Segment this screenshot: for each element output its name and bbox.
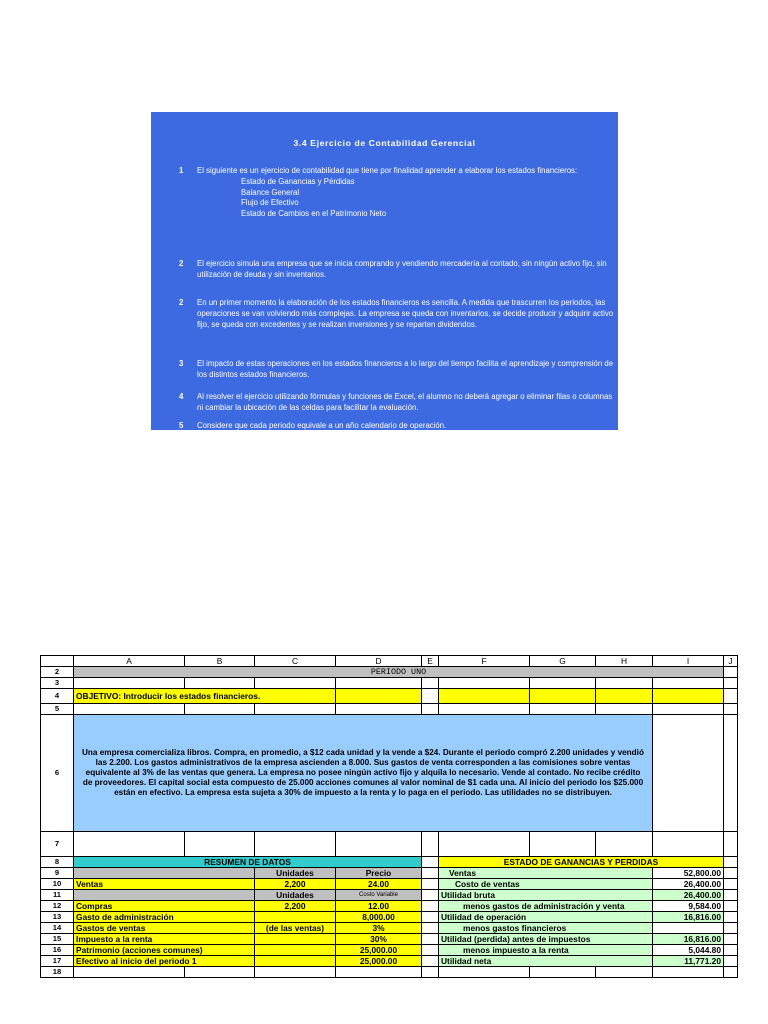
column-header[interactable]: I (653, 656, 724, 667)
estado-value-cell[interactable]: 11,771.20 (653, 956, 724, 967)
cell[interactable] (530, 704, 596, 715)
cell[interactable] (74, 678, 185, 689)
cell[interactable] (596, 678, 653, 689)
cell[interactable] (255, 967, 336, 978)
cell[interactable] (596, 704, 653, 715)
resumen-title-cell[interactable]: RESUMEN DE DATOS (74, 857, 422, 868)
cell[interactable] (530, 678, 596, 689)
cell[interactable] (422, 934, 439, 945)
instruction-number: 5 (179, 421, 184, 430)
resumen-label-cell[interactable]: Impuesto a la renta (74, 934, 255, 945)
instruction-text: El siguiente es un ejercicio de contabilidad que tiene por finalidad aprender a elaborar los estados financieros: (197, 166, 578, 175)
resumen-d-cell[interactable]: 25,000.00 (336, 945, 422, 956)
row-number[interactable]: 15 (41, 934, 74, 945)
cell[interactable] (422, 879, 439, 890)
corner-cell[interactable] (41, 656, 74, 667)
cell[interactable] (653, 678, 724, 689)
description-cell[interactable]: Una empresa comercializa libros. Compra, en promedio, a $12 cada unidad y la vende a $24. Durante el periodo compró 2.200 unidades y vendió las 2.200. Los gastos administrativos de la empresa ascienden a 8.000. Sus gastos de venta corresponden a las comisiones sobre ventas equivalente al 3% de las ventas que genera. La empresa no posee ningún activo fijo y alquila lo necesario. Vende al contado. No recibe crédito de proveedores. El capital social esta compuesto de 25.000 acciones comunes al valor nominal de $1 cada una. Al inicio del periodo los $25.000 están en efectivo. La empresa esta sujeta a 30% de impuesto a la renta y lo paga en el periodo. Las utilidades no se distribuyen. (74, 715, 653, 832)
row-number[interactable]: 2 (41, 667, 74, 678)
cell[interactable] (439, 689, 530, 704)
resumen-label-cell[interactable]: Efectivo al inicio del periodo 1 (74, 956, 255, 967)
estado-value-cell[interactable]: 26,400.00 (653, 890, 724, 901)
resumen-c-cell[interactable] (255, 934, 336, 945)
cell[interactable] (724, 934, 738, 945)
instruction-number: 2 (179, 259, 184, 268)
sheet-row (41, 890, 738, 901)
resumen-d-cell[interactable]: 24.00 (336, 879, 422, 890)
estado-value-cell[interactable]: 16,816.00 (653, 912, 724, 923)
resumen-label-cell[interactable]: Patrimonio (acciones comunes) (74, 945, 255, 956)
spreadsheet (40, 655, 738, 978)
cell[interactable] (422, 678, 439, 689)
column-header[interactable]: J (724, 656, 738, 667)
cell[interactable] (653, 715, 724, 832)
column-header[interactable]: G (530, 656, 596, 667)
row-number[interactable]: 17 (41, 956, 74, 967)
column-header[interactable]: B (185, 656, 255, 667)
column-header[interactable]: H (596, 656, 653, 667)
resumen-label-cell[interactable] (74, 868, 255, 879)
cell[interactable] (439, 678, 530, 689)
cell[interactable] (422, 857, 439, 868)
instruction-number: 2 (179, 298, 184, 307)
instruction-text: En un primer momento la elaboración de los estados financieros es sencilla. A medida que trascurren los periodos, las operaciones se van volviendo más complejas. La empresa se queda con inventarios, se decide producir y adquirir activo fijo, se queda con excedentes y se realizan inversiones y se reparten dividendos. (197, 298, 614, 329)
row-number[interactable]: 16 (41, 945, 74, 956)
cell[interactable] (724, 879, 738, 890)
resumen-label-cell[interactable] (74, 890, 255, 901)
row-number[interactable]: 12 (41, 901, 74, 912)
column-header[interactable]: D (336, 656, 422, 667)
sheet-row (41, 857, 738, 868)
resumen-c-cell[interactable]: 2,200 (255, 901, 336, 912)
estado-value-cell[interactable]: 16,816.00 (653, 934, 724, 945)
sheet-row (41, 715, 738, 832)
instruction-text: Al resolver el ejercicio utilizando fórmulas y funciones de Excel, el alumno no deberá agregar o eliminar filas o columnas ni cambiar la ubicación de las celdas para facilitar la evaluación. (197, 392, 613, 412)
sheet-row (41, 689, 738, 704)
cell[interactable] (724, 857, 738, 868)
cell[interactable] (724, 678, 738, 689)
resumen-d-cell[interactable]: 12.00 (336, 901, 422, 912)
sheet-row (41, 678, 738, 689)
row-number[interactable]: 11 (41, 890, 74, 901)
estado-value-cell[interactable]: 52,800.00 (653, 868, 724, 879)
cell[interactable] (724, 667, 738, 678)
statement-item: Estado de Cambios en el Patrimonio Neto (241, 209, 387, 219)
cell[interactable] (530, 832, 596, 857)
sheet-row (41, 868, 738, 879)
cell[interactable] (422, 945, 439, 956)
instruction-text: Considere que cada periodo equivale a un año calendario de operación. (197, 421, 447, 430)
cell[interactable] (422, 868, 439, 879)
instruction-number: 4 (179, 392, 184, 401)
resumen-d-cell[interactable]: 3% (336, 923, 422, 934)
row-number[interactable]: 10 (41, 879, 74, 890)
sheet-row (41, 912, 738, 923)
cell[interactable] (724, 912, 738, 923)
sheet-row (41, 667, 738, 678)
estado-label-cell[interactable]: menos impuesto a la renta (439, 945, 653, 956)
estado-label-cell[interactable]: Costo de ventas (439, 879, 653, 890)
cell[interactable] (596, 832, 653, 857)
cell[interactable] (422, 967, 439, 978)
cell[interactable] (724, 967, 738, 978)
row-number[interactable]: 3 (41, 678, 74, 689)
cell[interactable] (422, 832, 439, 857)
cell[interactable] (185, 704, 255, 715)
instruction-number: 3 (179, 359, 184, 368)
sheet-row (41, 967, 738, 978)
row-number[interactable]: 7 (41, 832, 74, 857)
resumen-label-cell[interactable]: Compras (74, 901, 255, 912)
cell[interactable] (530, 689, 596, 704)
statement-item: Estado de Ganancias y Pérdidas (241, 176, 355, 186)
instruction-text: El impacto de estas operaciones en los estados financieros a lo largo del tiempo facilita el aprendizaje y comprensión de los distintos estados financieros. (197, 359, 614, 379)
resumen-c-cell[interactable]: Unidades (255, 868, 336, 879)
sheet-row (41, 934, 738, 945)
resumen-d-cell[interactable]: Precio (336, 868, 422, 879)
cell[interactable] (185, 967, 255, 978)
cell[interactable] (336, 832, 422, 857)
cell[interactable] (724, 945, 738, 956)
cell[interactable] (724, 868, 738, 879)
cell[interactable] (336, 678, 422, 689)
row-number[interactable]: 9 (41, 868, 74, 879)
cell[interactable] (422, 912, 439, 923)
cell[interactable] (439, 967, 530, 978)
row-number[interactable]: 18 (41, 967, 74, 978)
cell[interactable] (185, 678, 255, 689)
resumen-c-cell[interactable] (255, 945, 336, 956)
estado-label-cell[interactable]: Ventas (439, 868, 653, 879)
estado-value-cell[interactable] (653, 923, 724, 934)
period-title-cell[interactable]: PERIODO UNO (74, 667, 724, 678)
estado-value-cell[interactable]: 9,584.00 (653, 901, 724, 912)
estado-title-cell[interactable]: ESTADO DE GANANCIAS Y PERDIDAS (439, 857, 724, 868)
sheet-row (41, 945, 738, 956)
resumen-c-cell[interactable]: (de las ventas) (255, 923, 336, 934)
column-header[interactable]: C (255, 656, 336, 667)
cell[interactable] (74, 967, 185, 978)
cell[interactable] (724, 901, 738, 912)
estado-label-cell[interactable]: Utilidad neta (439, 956, 653, 967)
resumen-d-cell[interactable]: 8,000.00 (336, 912, 422, 923)
resumen-label-cell[interactable]: Ventas (74, 879, 255, 890)
cell[interactable] (439, 832, 530, 857)
estado-label-cell[interactable]: Utilidad de operación (439, 912, 653, 923)
cell[interactable] (724, 689, 738, 704)
cell[interactable] (422, 956, 439, 967)
cell[interactable] (724, 704, 738, 715)
cell[interactable] (185, 832, 255, 857)
column-header[interactable]: E (422, 656, 439, 667)
cell[interactable] (596, 967, 653, 978)
sheet-row (41, 832, 738, 857)
statement-item: Flujo de Efectivo (241, 198, 299, 208)
cell[interactable] (255, 832, 336, 857)
cell[interactable] (422, 689, 439, 704)
cell[interactable] (530, 967, 596, 978)
objective-cell[interactable]: OBJETIVO: Introducir los estados financieros. (74, 689, 336, 704)
resumen-d-cell[interactable]: 30% (336, 934, 422, 945)
estado-value-cell[interactable]: 5,044.80 (653, 945, 724, 956)
estado-label-cell[interactable]: menos gastos de administración y venta (439, 901, 653, 912)
cell[interactable] (724, 832, 738, 857)
resumen-d-cell[interactable]: 25,000.00 (336, 956, 422, 967)
sheet-row (41, 879, 738, 890)
instructions-panel (151, 112, 618, 430)
column-header[interactable]: F (439, 656, 530, 667)
instruction-number: 1 (179, 166, 184, 175)
cell[interactable] (336, 704, 422, 715)
resumen-c-cell[interactable]: 2,200 (255, 879, 336, 890)
cell[interactable] (653, 704, 724, 715)
cell[interactable] (724, 956, 738, 967)
resumen-c-cell[interactable] (255, 956, 336, 967)
cell[interactable] (422, 704, 439, 715)
row-number[interactable]: 8 (41, 857, 74, 868)
estado-label-cell[interactable]: menos gastos financieros (439, 923, 653, 934)
cell[interactable] (255, 678, 336, 689)
cell[interactable] (336, 689, 422, 704)
cell[interactable] (596, 689, 653, 704)
statement-item: Balance General (241, 187, 300, 197)
cell[interactable] (336, 967, 422, 978)
estado-label-cell[interactable]: Utilidad (perdida) antes de impuestos (439, 934, 653, 945)
row-number[interactable]: 6 (41, 715, 74, 832)
sheet-row (41, 923, 738, 934)
cell[interactable] (74, 704, 185, 715)
cell[interactable] (422, 923, 439, 934)
resumen-label-cell[interactable]: Gastos de ventas (74, 923, 255, 934)
estado-value-cell[interactable]: 26,400.00 (653, 879, 724, 890)
sheet-row (41, 704, 738, 715)
resumen-label-cell[interactable]: Gasto de administración (74, 912, 255, 923)
statement-list (197, 177, 615, 220)
cell[interactable] (439, 704, 530, 715)
cell[interactable] (653, 689, 724, 704)
cell[interactable] (653, 967, 724, 978)
row-number[interactable]: 5 (41, 704, 74, 715)
row-number[interactable]: 4 (41, 689, 74, 704)
resumen-c-cell[interactable]: Unidades (255, 890, 336, 901)
cell[interactable] (653, 832, 724, 857)
estado-label-cell[interactable]: Utilidad bruta (439, 890, 653, 901)
row-number[interactable]: 13 (41, 912, 74, 923)
cell[interactable] (724, 715, 738, 832)
cell[interactable] (422, 890, 439, 901)
column-header[interactable]: A (74, 656, 185, 667)
row-number[interactable]: 14 (41, 923, 74, 934)
cell[interactable] (255, 704, 336, 715)
sheet-row (41, 901, 738, 912)
cell[interactable] (74, 832, 185, 857)
resumen-c-cell[interactable] (255, 912, 336, 923)
resumen-d-cell[interactable]: Costo Variable (336, 890, 422, 901)
instruction-text: El ejercicio simula una empresa que se inicia comprando y vendiendo mercadería al contado, sin ningún activo fijo, sin utilización de deuda y sin inventarios. (197, 259, 607, 279)
panel-title: 3.4 Ejercicio de Contabilidad Gerencial (293, 138, 476, 148)
cell[interactable] (724, 923, 738, 934)
cell[interactable] (724, 890, 738, 901)
column-header-row (41, 656, 738, 667)
sheet-row (41, 956, 738, 967)
cell[interactable] (422, 901, 439, 912)
